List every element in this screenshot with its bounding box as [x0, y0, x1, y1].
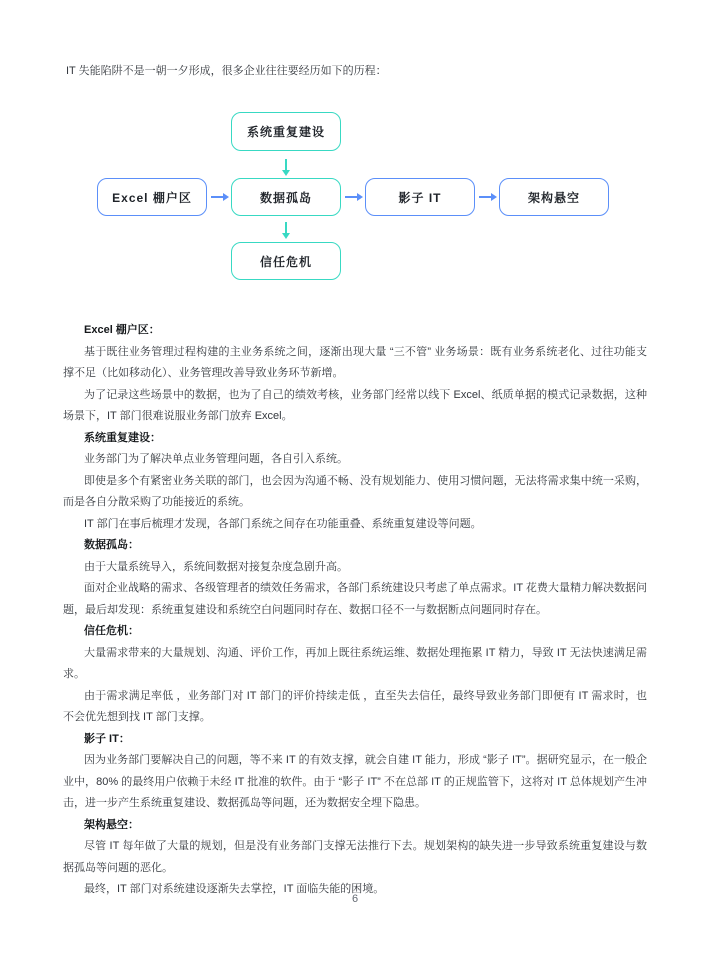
paragraph: 最终，IT 部门对系统建设逐渐失去掌控，IT 面临失能的困境。	[84, 883, 385, 895]
arrow-right-icon	[211, 196, 223, 198]
paragraph: 由于需求满足率低 ，业务部门对 IT 部门的评价持续走低 ，直至失去信任，最终导致业务部门即便有 IT 需求时，也不会优先想到找 IT 部门支撑。	[63, 689, 647, 723]
paragraph: 即使是多个有紧密业务关联的部门，也会因为沟通不畅、没有规划能力、使用习惯问题，无法将需求集中统一采购，而是各自分散采购了功能接近的系统。	[63, 474, 647, 508]
section-heading-shadow-it: 影子 IT：	[84, 732, 130, 745]
flow-node-label: 架构悬空	[527, 190, 580, 205]
flow-node-label: 数据孤岛	[259, 190, 312, 205]
section-heading-data-silo: 数据孤岛：	[84, 539, 139, 551]
flow-node-label: Excel 棚户区	[112, 190, 192, 205]
it-failure-flowchart	[0, 0, 710, 300]
section-heading-architecture-suspended: 架构悬空：	[84, 818, 139, 831]
flow-node-trust-crisis	[231, 242, 341, 280]
flow-node-label: 信任危机	[259, 254, 312, 269]
arrow-down-icon	[285, 159, 287, 170]
arrow-down-icon	[285, 222, 287, 233]
arrow-right-icon	[345, 196, 357, 198]
section-heading-excel: Excel 棚户区：	[84, 324, 160, 336]
paragraph: 为了记录这些场景中的数据，也为了自己的绩效考核，业务部门经常以线下 Excel、纸质单据的模式记录数据，这种场景下，IT 部门很难说服业务部门放弃 Excel。	[63, 388, 647, 422]
flow-node-system-rebuild	[231, 112, 341, 151]
page-number: 6	[351, 893, 359, 905]
section-heading-system-rebuild: 系统重复建设：	[84, 431, 161, 444]
paragraph: 业务部门为了解决单点业务管理问题，各自引入系统。	[84, 453, 348, 465]
flow-node-shadow-it	[365, 178, 475, 216]
paragraph: IT 部门在事后梳理才发现，各部门系统之间存在功能重叠、系统重复建设等问题。	[84, 517, 482, 530]
flow-node-label: 影子 IT	[398, 190, 442, 205]
body-text	[63, 320, 647, 901]
paragraph: 因为业务部门要解决自己的问题，等不来 IT 的有效支撑，就会自建 IT 能力，形成 “影子 IT”。据研究显示，在一般企业中，80% 的最终用户依赖于未经 IT 批准的软件。由于 “影子 IT” 不在总部 IT 的正规监管下，这将对 IT 总体规划产生冲击，进一步产生系统重复建设、数据孤岛等问题，还为数据安全埋下隐患。	[63, 754, 647, 809]
section-heading-trust-crisis: 信任危机：	[84, 625, 139, 637]
arrow-right-icon	[479, 196, 491, 198]
flow-node-excel-shantytown	[97, 178, 207, 216]
paragraph: 面对企业战略的需求、各级管理者的绩效任务需求，各部门系统建设只考虑了单点需求。IT 花费大量精力解决数据问题，最后却发现：系统重复建设和系统空白问题同时存在、数据口径不一与数据断点问题同时存在。	[63, 582, 647, 616]
paragraph: 大量需求带来的大量规划、沟通、评价工作，再加上既往系统运维、数据处理拖累 IT 精力，导致 IT 无法快速满足需求。	[63, 646, 647, 680]
intro-text: IT 失能陷阱不是一朝一夕形成，很多企业往往要经历如下的历程：	[66, 65, 387, 77]
flow-node-label: 系统重复建设	[246, 125, 325, 139]
paragraph: 基于既往业务管理过程构建的主业务系统之间，逐渐出现大量 “三不管” 业务场景：既有业务系统老化、过往功能支撑不足（比如移动化）、业务管理改善导致业务环节新增。	[63, 345, 647, 379]
flow-node-data-silo	[231, 178, 341, 216]
paragraph: 尽管 IT 每年做了大量的规划，但是没有业务部门支撑无法推行下去。规划架构的缺失进一步导致系统重复建设与数据孤岛等问题的恶化。	[63, 840, 647, 874]
paragraph: 由于大量系统导入，系统间数据对接复杂度急剧升高。	[84, 560, 348, 573]
flow-node-architecture-suspended	[499, 178, 609, 216]
